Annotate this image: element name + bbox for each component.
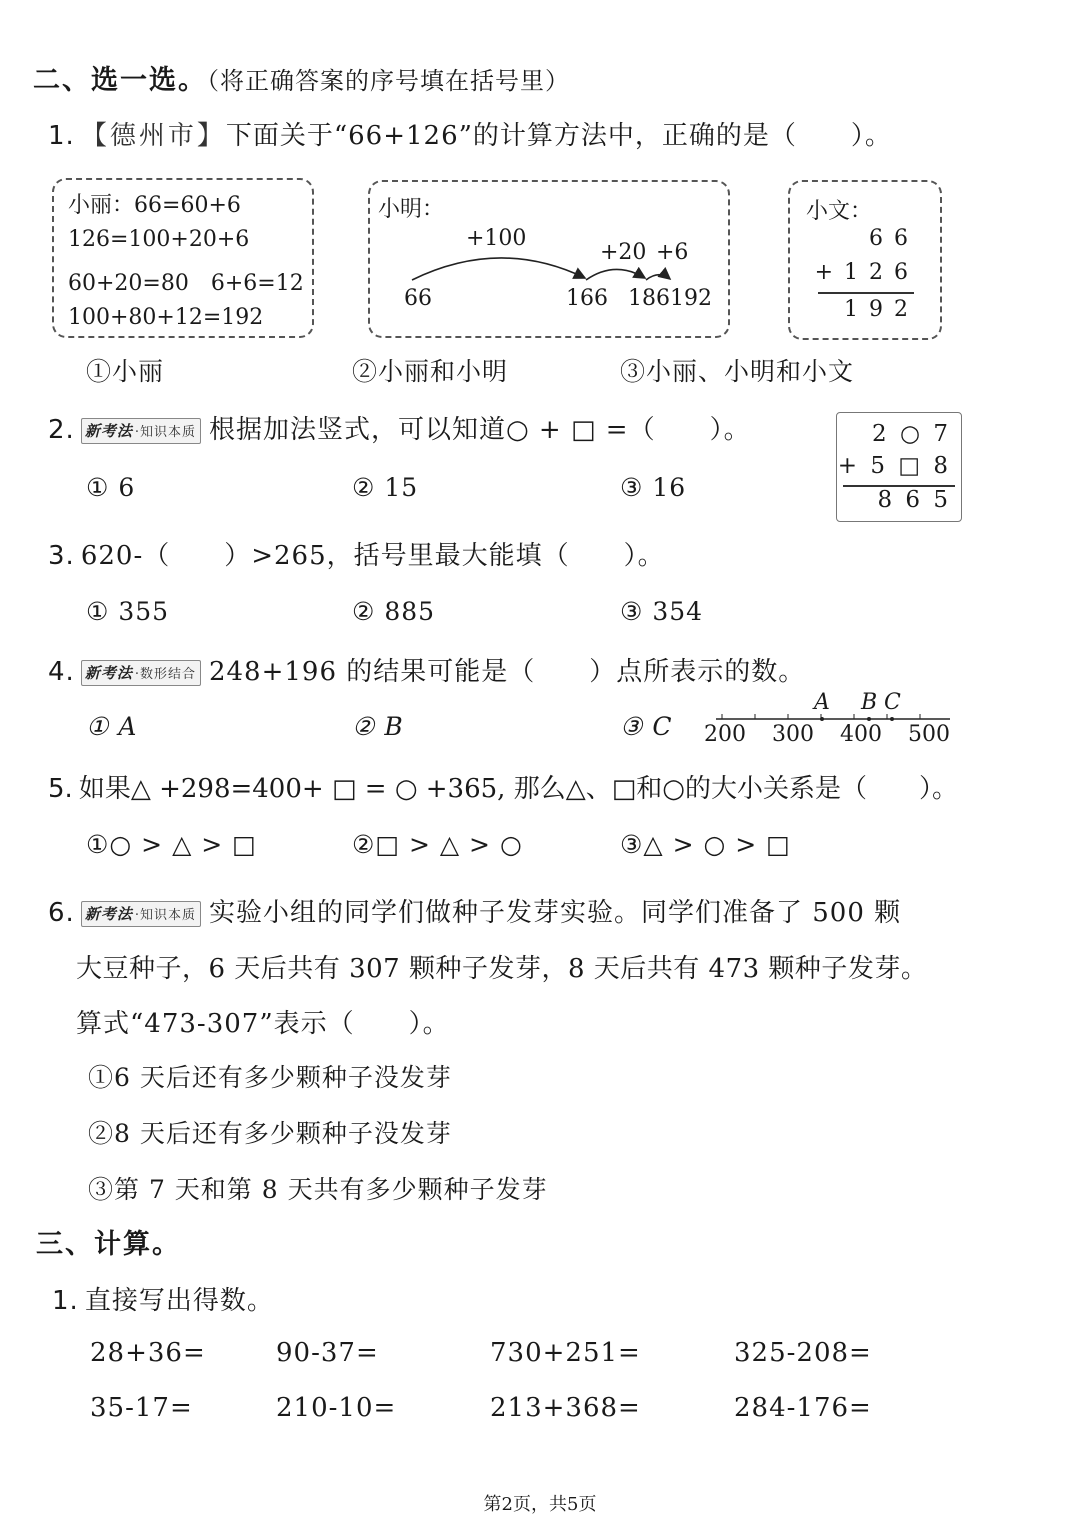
question-3: 3. 620-（ ）>265，括号里最大能填（ ）。 — [48, 541, 665, 571]
option: ①6 天后还有多少颗种子没发芽 — [88, 1063, 452, 1092]
option: ② B — [352, 712, 404, 741]
point-c — [890, 717, 894, 721]
tick-label: 200 — [704, 722, 746, 747]
jump-label: +6 — [656, 240, 689, 265]
option: ① A — [86, 712, 138, 741]
new-exam-badge: 新考法 ·知识本质 — [81, 901, 201, 927]
option: ③ 354 — [620, 597, 704, 626]
calc-instruction: 1. 直接写出得数。 — [52, 1286, 274, 1316]
point-label: 186 — [628, 286, 670, 311]
option: ③ C — [620, 712, 673, 741]
option: ③第 7 天和第 8 天共有多少颗种子发芽 — [88, 1175, 548, 1204]
option: ①小丽 — [86, 357, 165, 386]
xiaoli-line: 66=60+6 — [134, 193, 241, 218]
option: ② 885 — [352, 597, 436, 626]
region-tag: 【德州市】 — [80, 121, 226, 151]
question-1-text: 下面关于“66+126”的计算方法中，正确的是（ ）。 — [225, 121, 892, 151]
section-3-title: 三、计算。 — [36, 1229, 181, 1260]
jump-label: +100 — [466, 226, 527, 251]
xiaoli-line: 60+20=80 6+6=12 — [68, 271, 304, 296]
calc-item: 210-10= — [276, 1393, 397, 1423]
question-1: 1. 【德州市】下面关于“66+126”的计算方法中，正确的是（ ）。 — [48, 121, 892, 151]
new-exam-badge: 新考法 ·数形结合 — [81, 660, 201, 686]
addend-row: + 5 □ 8 — [837, 453, 951, 479]
addend-row: 2 ○ 7 — [872, 421, 951, 447]
point-a — [820, 717, 824, 721]
calc-item: 730+251= — [490, 1338, 641, 1368]
option: ③△ > ○ > □ — [620, 830, 791, 859]
new-exam-badge: 新考法 ·知识本质 — [81, 418, 201, 444]
tick-label: 300 — [772, 722, 814, 747]
calc-item: 213+368= — [490, 1393, 641, 1423]
question-6: 6. 新考法 ·知识本质 实验小组的同学们做种子发芽实验。同学们准备了 500 颗 — [48, 898, 902, 928]
question-6-text: 实验小组的同学们做种子发芽实验。同学们准备了 500 颗 — [208, 898, 902, 928]
sum-line — [818, 292, 914, 294]
option: ②□ > △ > ○ — [352, 830, 523, 859]
question-5-text: 如果△ +298=400+ □ = ○ +365, 那么△、□和○的大小关系是（ ）。 — [78, 774, 958, 804]
addend-row: 6 6 — [869, 226, 910, 251]
tick-label: 400 — [840, 722, 882, 747]
calc-item: 35-17= — [90, 1393, 193, 1423]
calc-item: 28+36= — [90, 1338, 206, 1368]
jump-arc — [586, 269, 645, 280]
point-label: A — [814, 690, 830, 715]
option: ③小丽、小明和小文 — [620, 357, 855, 386]
number-line — [704, 690, 957, 752]
question-5: 5. 如果△ +298=400+ □ = ○ +365, 那么△、□和○的大小关系是（ ）。 — [48, 774, 958, 804]
section-2-note: （将正确答案的序号填在括号里） — [207, 67, 570, 95]
option: ②8 天后还有多少颗种子没发芽 — [88, 1119, 452, 1148]
point-label: 192 — [670, 286, 712, 311]
xiaowen-label: 小文： — [806, 199, 873, 224]
jump-arc — [646, 275, 670, 280]
point-label: 66 — [404, 286, 432, 311]
xiaoming-box — [368, 180, 730, 338]
question-6-text: 算式“473-307”表示（ ）。 — [76, 1009, 450, 1039]
jump-arc — [412, 258, 585, 280]
xiaowen-box — [788, 180, 942, 340]
calc-item: 90-37= — [276, 1338, 379, 1368]
tick-label: 500 — [908, 722, 950, 747]
option: ① 355 — [86, 597, 170, 626]
jump-label: +20 — [600, 240, 647, 265]
question-3-text: 620-（ ）>265，括号里最大能填（ ）。 — [80, 541, 665, 571]
section-2-title: 二、选一选。（将正确答案的序号填在括号里） — [33, 65, 570, 96]
xiaoming-label: 小明： — [378, 197, 445, 222]
question-2-text: 根据加法竖式，可以知道○ + □ =（ ）。 — [208, 415, 751, 445]
question-6-text: 大豆种子，6 天后共有 307 颗种子发芽，8 天后共有 473 颗种子发芽。 — [76, 954, 928, 984]
xiaoli-label: 小丽： — [68, 193, 135, 218]
calc-item: 325-208= — [734, 1338, 872, 1368]
xiaoli-line: 126=100+20+6 — [68, 227, 250, 252]
option: ③ 16 — [620, 473, 687, 502]
question-4-text: 248+196 的结果可能是（ ）点所表示的数。 — [208, 657, 806, 687]
xiaoli-box — [52, 178, 314, 338]
calc-item: 284-176= — [734, 1393, 872, 1423]
sum-row: 1 9 2 — [844, 297, 910, 322]
option: ②小丽和小明 — [352, 357, 509, 386]
page-number: 第2页，共5页 — [483, 1494, 597, 1515]
vertical-addition-box — [836, 412, 962, 522]
point-label: C — [884, 690, 901, 715]
point-label: B — [861, 690, 878, 715]
option: ①○ > △ > □ — [86, 830, 257, 859]
xiaoli-line: 100+80+12=192 — [68, 305, 264, 330]
addend-row: + 1 2 6 — [814, 260, 910, 285]
sum-row: 8 6 5 — [877, 487, 951, 513]
point-label: 166 — [566, 286, 608, 311]
point-b — [867, 717, 871, 721]
question-2: 2. 新考法 ·知识本质 根据加法竖式，可以知道○ + □ =（ ）。 — [48, 415, 751, 445]
option: ① 6 — [86, 473, 136, 502]
question-4: 4. 新考法 ·数形结合 248+196 的结果可能是（ ）点所表示的数。 — [48, 657, 806, 687]
option: ② 15 — [352, 473, 419, 502]
